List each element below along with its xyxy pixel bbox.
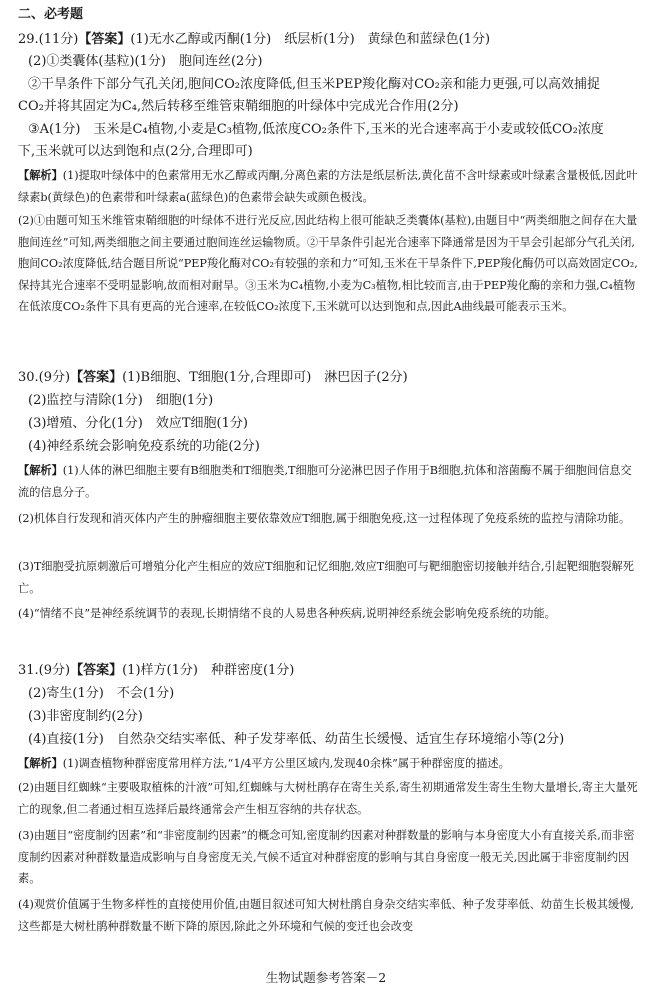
q29-answer-1: (1)无水乙醇或丙酮(1分) 纸层析(1分) 黄绿色和蓝绿色(1分) [130,32,491,47]
q30-answer-1: (1)B细胞、T细胞(1分,合理即可) 淋巴因子(2分) [122,370,408,385]
q29-explanation-2: (2)①由题可知玉米维管束鞘细胞的叶绿体不进行光反应,因此结构上很可能缺乏类囊体(基粒),由题目中“两类细胞之间存在大量胞间连丝”可知,两类细胞之间主要通过胞间连丝运输物质。②干旱条件引起光合速率下降通常是因为干旱会引起部分气孔关闭,胞间CO₂浓度降低,结合题目所说“PEP羧化酶对CO₂有较强的亲和力”可知,玉米在干旱条件下,PEP羧化酶仍可以高效固定CO₂,保持其光合速率不受明显影响,故而相对耐旱。③玉米为C₄植物,小麦为C₃植物,相比较而言,由于PEP羧化酶的亲和力强,C₄植物在低浓度CO₂条件下具有更高的光合速率,在较低CO₂浓度下,玉米就可以达到饱和点,因此A曲线最可能表示玉米。 [18,214,638,313]
q30-answer-3: (3)增殖、分化(1分) 效应T细胞(1分) [28,416,248,431]
q30-number: 30.(9分) [18,370,71,385]
q31-explanation-1: 【解析】(1)调查植物种群密度常用样方法,“1/4平方公里区域内,发现40余株”属于种群密度的描述。 [18,756,510,770]
q30-explanation-1: 【解析】(1)人体的淋巴细胞主要有B细胞类和T细胞类,T细胞可分泌淋巴因子作用于B细胞,抗体和溶菌酶不属于细胞间信息交流的信息分子。 [18,463,632,499]
q29-explanation-1: 【解析】(1)提取叶绿体中的色素常用无水乙醇或丙酮,分离色素的方法是纸层析法,黄化苗不含叶绿素或叶绿素含量极低,因此叶绿素b(黄绿色)的色素带和叶绿素a(蓝绿色)的色素带会缺失或颜色极浅。 [18,168,638,204]
q31-explanation-3: (3)由题目“密度制约因素”和“非密度制约因素”的概念可知,密度制约因素对种群数量的影响与本身密度大小有直接关系,而非密度制约因素对种群数量造成影响与自身密度无关,气候不适宜对种群密度的影响与其自身密度一般无关,因此属于非密度制约因素。 [18,829,635,885]
q29-number: 29.(11分) [18,32,79,47]
q30-explanation-tag: 【解析】 [18,463,63,477]
q29-answer-tag: 【答案】 [78,32,131,47]
q29-answer-2-2a: ②干旱条件下部分气孔关闭,胞间CO₂浓度降低,但玉米PEP羧化酶对CO₂亲和能力更强,可以高效捕捉 [28,77,601,92]
q30-answer-2: (2)监控与清除(1分) 细胞(1分) [28,393,214,408]
q31-answer-tag: 【答案】 [70,663,123,678]
q29-answer-3a: ③A(1分) 玉米是C₄植物,小麦是C₃植物,低浓度CO₂条件下,玉米的光合速率高于小麦或较低CO₂浓度 [28,122,604,137]
page-footer: 生物试题参考答案－2 [265,970,387,985]
q31-answer-3: (3)非密度制约(2分) [28,709,143,724]
q31-answer-4: (4)直接(1分) 自然杂交结实率低、种子发芽率低、幼苗生长缓慢、适宜生存环境缩小等(2分) [28,732,565,747]
q30-explanation-2: (2)机体自行发现和消灭体内产生的肿瘤细胞主要依靠效应T细胞,属于细胞免疫,这一过程体现了免疫系统的监控与清除功能。 [18,512,631,525]
q30-answer-heading [18,367,638,389]
section-title: 二、必考题 [18,7,84,22]
q29-answer-heading [18,29,638,51]
q29-answer-2-1: (2)①类囊体(基粒)(1分) 胞间连丝(2分) [28,54,263,69]
q29-explanation-tag: 【解析】 [18,168,63,182]
q30-explanation-3: (3)T细胞受抗原刺激后可增殖分化产生相应的效应T细胞和记忆细胞,效应T细胞可与靶细胞密切接触并结合,引起靶细胞裂解死亡。 [18,560,634,595]
q31-explanation-4: (4)观赏价值属于生物多样性的直接使用价值,由题目叙述可知大树杜鹃自身杂交结实率低、种子发芽率低、幼苗生长极其缓慢,这些都是大树杜鹃种群数量不断下降的原因,除此之外环境和气候的变迁也会改变 [18,898,634,933]
q29-answer-2-2b: CO₂并将其固定为C₄,然后转移至维管束鞘细胞的叶绿体中完成光合作用(2分) [18,99,459,114]
q31-answer-1: (1)样方(1分) 种群密度(1分) [122,663,295,678]
q30-explanation-4: (4)“情绪不良”是神经系统调节的表现,长期情绪不良的人易患各种疾病,说明神经系统会影响免疫系统的功能。 [18,607,556,620]
q29-answer-3b: 下,玉米就可以达到饱和点(2分,合理即可) [18,144,253,159]
q31-answer-heading [18,660,638,682]
q31-explanation-tag: 【解析】 [18,756,63,770]
q31-explanation-2: (2)由题目红蜘蛛“主要吸取植株的汁液”可知,红蜘蛛与大树杜鹃存在寄生关系,寄生初期通常发生寄生生物大量增长,寄主大量死亡的现象,但二者通过相互选择后最终通常会产生相互容纳的共存状态。 [18,781,638,816]
q31-number: 31.(9分) [18,663,71,678]
q30-answer-tag: 【答案】 [70,370,123,385]
q30-answer-4: (4)神经系统会影响免疫系统的功能(2分) [28,439,260,454]
q31-answer-2: (2)寄生(1分) 不会(1分) [28,686,175,701]
